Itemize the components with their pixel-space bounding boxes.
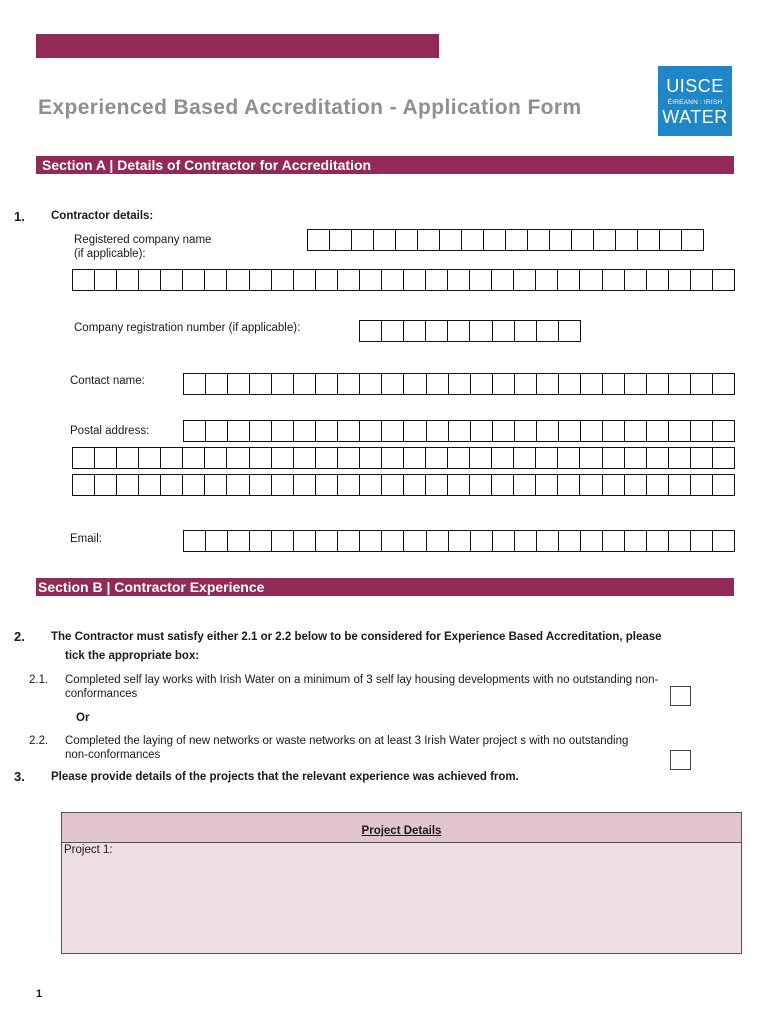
char-box[interactable]	[272, 374, 294, 394]
char-box[interactable]	[484, 230, 506, 250]
char-box[interactable]	[449, 421, 471, 441]
char-box[interactable]	[382, 475, 404, 495]
char-box[interactable]	[691, 270, 713, 290]
char-box[interactable]	[471, 421, 493, 441]
char-box[interactable]	[470, 270, 492, 290]
char-box[interactable]	[581, 531, 603, 551]
company-name-field-row2[interactable]	[72, 269, 735, 291]
char-box[interactable]	[713, 475, 735, 495]
char-box[interactable]	[360, 374, 382, 394]
char-box[interactable]	[603, 475, 625, 495]
char-box[interactable]	[603, 421, 625, 441]
char-box[interactable]	[550, 230, 572, 250]
char-box[interactable]	[625, 475, 647, 495]
char-box[interactable]	[227, 448, 249, 468]
char-box[interactable]	[338, 421, 360, 441]
reg-number-label: Company registration number (if applicable):	[74, 322, 301, 334]
char-box[interactable]	[514, 448, 536, 468]
char-box[interactable]	[227, 475, 249, 495]
char-box[interactable]	[382, 448, 404, 468]
char-box[interactable]	[73, 270, 95, 290]
char-box[interactable]	[691, 421, 713, 441]
logo-line-3: WATER	[662, 107, 728, 127]
char-box[interactable]	[427, 374, 449, 394]
char-box[interactable]	[493, 531, 515, 551]
char-box[interactable]	[183, 270, 205, 290]
char-box[interactable]	[360, 321, 382, 341]
char-box[interactable]	[308, 230, 330, 250]
char-box[interactable]	[515, 321, 537, 341]
char-box[interactable]	[360, 475, 382, 495]
char-box[interactable]	[471, 374, 493, 394]
char-box[interactable]	[625, 531, 647, 551]
char-box[interactable]	[537, 374, 559, 394]
char-box[interactable]	[492, 270, 514, 290]
char-box[interactable]	[426, 448, 448, 468]
char-box[interactable]	[360, 270, 382, 290]
char-box[interactable]	[558, 475, 580, 495]
reg-number-field[interactable]	[359, 320, 581, 342]
char-box[interactable]	[515, 421, 537, 441]
char-box[interactable]	[426, 321, 448, 341]
postal-address-field-row3[interactable]	[72, 474, 735, 496]
char-box[interactable]	[449, 374, 471, 394]
char-box[interactable]	[338, 270, 360, 290]
section-b-header: Section B | Contractor Experience	[36, 578, 734, 596]
q2-instruction-line1: The Contractor must satisfy either 2.1 or 2.2 below to be considered for Experience Based Accreditation, please	[51, 631, 662, 643]
project-1-input-area[interactable]	[62, 844, 741, 953]
char-box[interactable]	[449, 531, 471, 551]
option-2-1-number: 2.1.	[29, 674, 49, 686]
char-box[interactable]	[294, 448, 316, 468]
char-box[interactable]	[382, 531, 404, 551]
char-box[interactable]	[515, 374, 537, 394]
char-box[interactable]	[713, 448, 735, 468]
char-box[interactable]	[448, 270, 470, 290]
char-box[interactable]	[316, 531, 338, 551]
char-box[interactable]	[647, 421, 669, 441]
postal-address-field-row2[interactable]	[72, 447, 735, 469]
char-box[interactable]	[647, 475, 669, 495]
char-box[interactable]	[338, 374, 360, 394]
char-box[interactable]	[294, 270, 316, 290]
char-box[interactable]	[440, 230, 462, 250]
char-box[interactable]	[117, 475, 139, 495]
char-box[interactable]	[470, 448, 492, 468]
option-2-1-checkbox[interactable]	[670, 686, 691, 706]
contact-name-field[interactable]	[183, 373, 735, 395]
char-box[interactable]	[580, 270, 602, 290]
char-box[interactable]	[514, 475, 536, 495]
char-box[interactable]	[581, 421, 603, 441]
char-box[interactable]	[713, 531, 735, 551]
char-box[interactable]	[537, 321, 559, 341]
option-2-2-number: 2.2.	[29, 735, 49, 747]
char-box[interactable]	[528, 230, 550, 250]
char-box[interactable]	[184, 531, 206, 551]
option-2-2-text-line1: Completed the laying of new networks or waste networks on at least 3 Irish Water project s with no outstanding	[65, 735, 629, 747]
char-box[interactable]	[603, 270, 625, 290]
char-box[interactable]	[228, 421, 250, 441]
char-box[interactable]	[669, 448, 691, 468]
char-box[interactable]	[382, 321, 404, 341]
char-box[interactable]	[161, 448, 183, 468]
char-box[interactable]	[559, 374, 581, 394]
project-1-label: Project 1:	[64, 844, 113, 856]
char-box[interactable]	[537, 421, 559, 441]
char-box[interactable]	[360, 448, 382, 468]
char-box[interactable]	[272, 421, 294, 441]
char-box[interactable]	[426, 475, 448, 495]
char-box[interactable]	[404, 421, 426, 441]
char-box[interactable]	[536, 448, 558, 468]
char-box[interactable]	[338, 531, 360, 551]
char-box[interactable]	[470, 475, 492, 495]
char-box[interactable]	[330, 230, 352, 250]
company-name-sublabel: (if applicable):	[74, 248, 146, 260]
char-box[interactable]	[691, 374, 713, 394]
char-box[interactable]	[669, 421, 691, 441]
char-box[interactable]	[95, 448, 117, 468]
char-box[interactable]	[691, 448, 713, 468]
char-box[interactable]	[404, 448, 426, 468]
char-box[interactable]	[206, 374, 228, 394]
char-box[interactable]	[139, 475, 161, 495]
char-box[interactable]	[404, 374, 426, 394]
char-box[interactable]	[493, 374, 515, 394]
char-box[interactable]	[272, 270, 294, 290]
char-box[interactable]	[272, 531, 294, 551]
char-box[interactable]	[492, 475, 514, 495]
char-box[interactable]	[625, 374, 647, 394]
char-box[interactable]	[205, 270, 227, 290]
char-box[interactable]	[294, 421, 316, 441]
char-box[interactable]	[426, 270, 448, 290]
char-box[interactable]	[117, 448, 139, 468]
char-box[interactable]	[294, 475, 316, 495]
char-box[interactable]	[669, 270, 691, 290]
char-box[interactable]	[594, 230, 616, 250]
header-bar	[36, 34, 439, 58]
char-box[interactable]	[669, 475, 691, 495]
char-box[interactable]	[396, 230, 418, 250]
char-box[interactable]	[506, 230, 528, 250]
char-box[interactable]	[404, 321, 426, 341]
char-box[interactable]	[515, 531, 537, 551]
char-box[interactable]	[572, 230, 594, 250]
char-box[interactable]	[638, 230, 660, 250]
char-box[interactable]	[183, 448, 205, 468]
char-box[interactable]	[669, 374, 691, 394]
char-box[interactable]	[161, 270, 183, 290]
char-box[interactable]	[206, 531, 228, 551]
char-box[interactable]	[603, 531, 625, 551]
logo-line-2: ÉIREANN : IRISH	[667, 99, 723, 106]
char-box[interactable]	[360, 531, 382, 551]
char-box[interactable]	[404, 475, 426, 495]
char-box[interactable]	[669, 531, 691, 551]
char-box[interactable]	[713, 270, 735, 290]
char-box[interactable]	[294, 531, 316, 551]
char-box[interactable]	[95, 270, 117, 290]
char-box[interactable]	[427, 531, 449, 551]
char-box[interactable]	[183, 475, 205, 495]
char-box[interactable]	[580, 475, 602, 495]
char-box[interactable]	[95, 475, 117, 495]
char-box[interactable]	[404, 270, 426, 290]
page-number: 1	[36, 988, 43, 1000]
char-box[interactable]	[559, 531, 581, 551]
char-box[interactable]	[558, 448, 580, 468]
char-box[interactable]	[404, 531, 426, 551]
contact-name-label: Contact name:	[70, 375, 145, 387]
char-box[interactable]	[448, 321, 470, 341]
char-box[interactable]	[603, 374, 625, 394]
char-box[interactable]	[559, 321, 581, 341]
char-box[interactable]	[161, 475, 183, 495]
char-box[interactable]	[713, 421, 735, 441]
char-box[interactable]	[558, 270, 580, 290]
char-box[interactable]	[139, 270, 161, 290]
char-box[interactable]	[250, 270, 272, 290]
char-box[interactable]	[647, 448, 669, 468]
char-box[interactable]	[73, 475, 95, 495]
section-a-header: Section A | Details of Contractor for Accreditation	[36, 156, 734, 174]
q3-instruction: Please provide details of the projects that the relevant experience was achieved from.	[51, 771, 519, 783]
char-box[interactable]	[625, 448, 647, 468]
q2-instruction-line2: tick the appropriate box:	[65, 650, 200, 662]
char-box[interactable]	[228, 374, 250, 394]
company-name-field-row1[interactable]	[307, 229, 704, 251]
page-title: Experienced Based Accreditation - Application Form	[38, 96, 582, 119]
char-box[interactable]	[493, 421, 515, 441]
char-box[interactable]	[537, 531, 559, 551]
char-box[interactable]	[228, 531, 250, 551]
char-box[interactable]	[73, 448, 95, 468]
or-separator: Or	[76, 712, 90, 724]
char-box[interactable]	[250, 448, 272, 468]
char-box[interactable]	[294, 374, 316, 394]
char-box[interactable]	[647, 270, 669, 290]
char-box[interactable]	[272, 475, 294, 495]
option-2-1-text-line2: conformances	[65, 688, 138, 700]
char-box[interactable]	[227, 270, 249, 290]
char-box[interactable]	[691, 531, 713, 551]
char-box[interactable]	[448, 448, 470, 468]
char-box[interactable]	[492, 448, 514, 468]
project-details-header: Project Details	[62, 813, 741, 843]
char-box[interactable]	[647, 531, 669, 551]
char-box[interactable]	[316, 475, 338, 495]
char-box[interactable]	[647, 374, 669, 394]
char-box[interactable]	[493, 321, 515, 341]
char-box[interactable]	[427, 421, 449, 441]
char-box[interactable]	[418, 230, 440, 250]
item-number-3: 3.	[14, 769, 25, 784]
option-2-2-text-line2: non-conformances	[65, 749, 161, 761]
option-2-1-text-line1: Completed self lay works with Irish Water on a minimum of 3 self lay housing developments with no outstanding non-	[65, 674, 659, 686]
char-box[interactable]	[625, 421, 647, 441]
char-box[interactable]	[536, 270, 558, 290]
char-box[interactable]	[462, 230, 484, 250]
option-2-2-checkbox[interactable]	[670, 750, 691, 770]
char-box[interactable]	[382, 421, 404, 441]
char-box[interactable]	[713, 374, 735, 394]
char-box[interactable]	[338, 475, 360, 495]
char-box[interactable]	[184, 421, 206, 441]
char-box[interactable]	[117, 270, 139, 290]
char-box[interactable]	[316, 448, 338, 468]
item-number-1: 1.	[14, 209, 25, 224]
char-box[interactable]	[382, 374, 404, 394]
company-name-label: Registered company name	[74, 234, 212, 246]
char-box[interactable]	[250, 374, 272, 394]
char-box[interactable]	[580, 448, 602, 468]
char-box[interactable]	[448, 475, 470, 495]
char-box[interactable]	[139, 448, 161, 468]
char-box[interactable]	[682, 230, 704, 250]
logo-line-1: UISCE	[666, 76, 724, 96]
postal-address-field-row1[interactable]	[183, 420, 735, 442]
char-box[interactable]	[316, 374, 338, 394]
char-box[interactable]	[206, 421, 228, 441]
char-box[interactable]	[616, 230, 638, 250]
char-box[interactable]	[470, 321, 492, 341]
char-box[interactable]	[338, 448, 360, 468]
char-box[interactable]	[514, 270, 536, 290]
char-box[interactable]	[352, 230, 374, 250]
char-box[interactable]	[250, 421, 272, 441]
email-field[interactable]	[183, 530, 735, 552]
char-box[interactable]	[316, 270, 338, 290]
char-box[interactable]	[660, 230, 682, 250]
char-box[interactable]	[272, 448, 294, 468]
char-box[interactable]	[250, 531, 272, 551]
char-box[interactable]	[603, 448, 625, 468]
irish-water-logo	[658, 66, 732, 136]
char-box[interactable]	[536, 475, 558, 495]
char-box[interactable]	[382, 270, 404, 290]
char-box[interactable]	[250, 475, 272, 495]
char-box[interactable]	[205, 448, 227, 468]
char-box[interactable]	[581, 374, 603, 394]
email-label: Email:	[70, 533, 102, 545]
char-box[interactable]	[360, 421, 382, 441]
char-box[interactable]	[625, 270, 647, 290]
char-box[interactable]	[691, 475, 713, 495]
char-box[interactable]	[184, 374, 206, 394]
char-box[interactable]	[559, 421, 581, 441]
char-box[interactable]	[205, 475, 227, 495]
contractor-details-label: Contractor details:	[51, 210, 154, 222]
postal-address-label: Postal address:	[70, 425, 150, 437]
char-box[interactable]	[374, 230, 396, 250]
char-box[interactable]	[471, 531, 493, 551]
project-details-table	[61, 812, 742, 954]
char-box[interactable]	[316, 421, 338, 441]
item-number-2: 2.	[14, 629, 25, 644]
